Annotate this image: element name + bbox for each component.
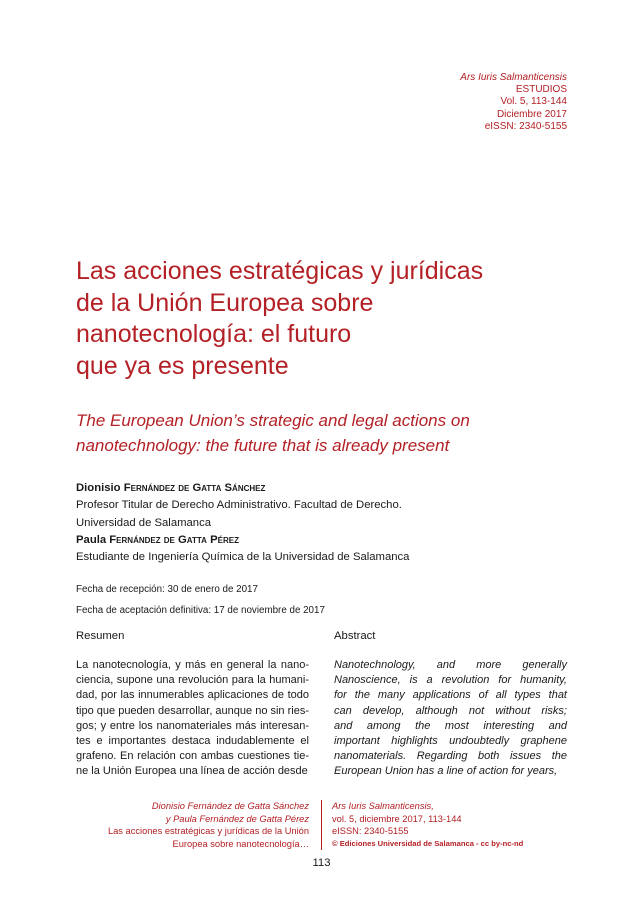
abstract-line: European Union has a line of action for years, bbox=[334, 765, 558, 778]
resumen-line: ne la Unión Europea una línea de acción desde bbox=[76, 765, 308, 778]
title-line: Las acciones estratégicas y jurídicas bbox=[76, 257, 484, 285]
abstract-line: for the many applications of all types that bbox=[334, 689, 567, 702]
author-name bbox=[76, 480, 566, 497]
footer-issn: eISSN: 2340-5155 bbox=[332, 826, 409, 836]
abstract-line: Nanoscience, is a revolution for humanity, bbox=[334, 674, 567, 687]
footer-copyright: © Ediciones Universidad de Salamanca - cc by-nc-nd bbox=[332, 838, 524, 848]
accepted-date: Fecha de aceptación definitiva: 17 de noviembre de 2017 bbox=[76, 604, 325, 616]
journal-section: ESTUDIOS bbox=[515, 84, 567, 96]
subtitle-line: The European Union’s strategic and legal actions on bbox=[76, 411, 470, 430]
journal-date: Diciembre 2017 bbox=[496, 108, 567, 120]
author-affiliation: Estudiante de Ingeniería Química de la Universidad de Salamanca bbox=[76, 551, 410, 564]
abstract-line: nanomaterials. Regarding both issues the bbox=[334, 750, 567, 763]
footer-citation-right bbox=[332, 800, 523, 850]
resumen-line: La nanotecnología, y más en general la nano- bbox=[76, 659, 309, 671]
author-affiliation: Profesor Titular de Derecho Administrativo. Facultad de Derecho. bbox=[76, 499, 402, 512]
resumen-line: tipo que pueden desarrollar, aunque no sin ries- bbox=[76, 704, 309, 717]
resumen-body bbox=[76, 658, 309, 780]
author-last-name: Fernández de Gatta Sánchez bbox=[123, 482, 266, 494]
footer-volume: vol. 5, diciembre 2017, 113-144 bbox=[332, 813, 462, 824]
journal-volume: Vol. 5, 113-144 bbox=[500, 96, 567, 108]
footer-author-1: Dionisio Fernández de Gatta Sánchez bbox=[151, 801, 309, 811]
author-last-name: Fernández de Gatta Pérez bbox=[109, 533, 239, 546]
abstract-line: important highlights undoubtedly graphene bbox=[334, 735, 567, 748]
footer-journal: Ars Iuris Salmanticensis, bbox=[332, 801, 434, 811]
title-line: de la Unión Europea sobre bbox=[76, 288, 374, 317]
footer-citation-left bbox=[108, 800, 309, 850]
subtitle-line: nanotechnology: the future that is already present bbox=[76, 436, 450, 455]
resumen-line: dad, por las innumerables aplicaciones de todo bbox=[76, 689, 309, 702]
journal-issn: eISSN: 2340-5155 bbox=[484, 120, 567, 132]
abstract-line: and among the most interesting and bbox=[334, 719, 567, 732]
dates-block bbox=[76, 580, 325, 621]
footer-divider bbox=[321, 800, 322, 850]
author-affiliation: Universidad de Salamanca bbox=[76, 516, 212, 529]
journal-header bbox=[460, 72, 567, 133]
authors-block bbox=[76, 480, 566, 566]
author-first-name: Paula bbox=[76, 533, 107, 546]
author-first-name: Dionisio bbox=[76, 482, 121, 494]
abstract-line: Nanotechnology, and more generally bbox=[334, 659, 567, 671]
abstract-line: can develop, although not without risks; bbox=[334, 704, 567, 717]
journal-name: Ars Iuris Salmanticensis bbox=[460, 72, 567, 83]
footer-author-2: y Paula Fernández de Gatta Pérez bbox=[165, 813, 309, 824]
author-name bbox=[76, 532, 566, 549]
title-line: nanotecnología: el futuro bbox=[76, 320, 352, 348]
resumen-line: grafeno. En relación con ambas cuestiones tie- bbox=[76, 750, 309, 763]
resumen-heading: Resumen bbox=[76, 630, 125, 642]
footer-title-1: Las acciones estratégicas y jurídicas de la Unión bbox=[107, 826, 309, 836]
article-subtitle bbox=[76, 408, 576, 458]
article-title bbox=[76, 256, 576, 382]
resumen-line: gos; y entre los nanomateriales más interesan- bbox=[76, 719, 309, 732]
page-number: 113 bbox=[312, 857, 331, 869]
footer-title-2: Europea sobre nanotecnología… bbox=[172, 838, 309, 849]
title-line: que ya es presente bbox=[76, 351, 289, 380]
abstract-heading: Abstract bbox=[334, 630, 376, 642]
resumen-line: ciencia, supone una revolución para la humani- bbox=[76, 674, 309, 687]
abstract-body bbox=[334, 658, 567, 780]
resumen-line: tes e importantes destaca indudablemente el bbox=[76, 735, 309, 748]
received-date: Fecha de recepción: 30 de enero de 2017 bbox=[76, 584, 258, 595]
